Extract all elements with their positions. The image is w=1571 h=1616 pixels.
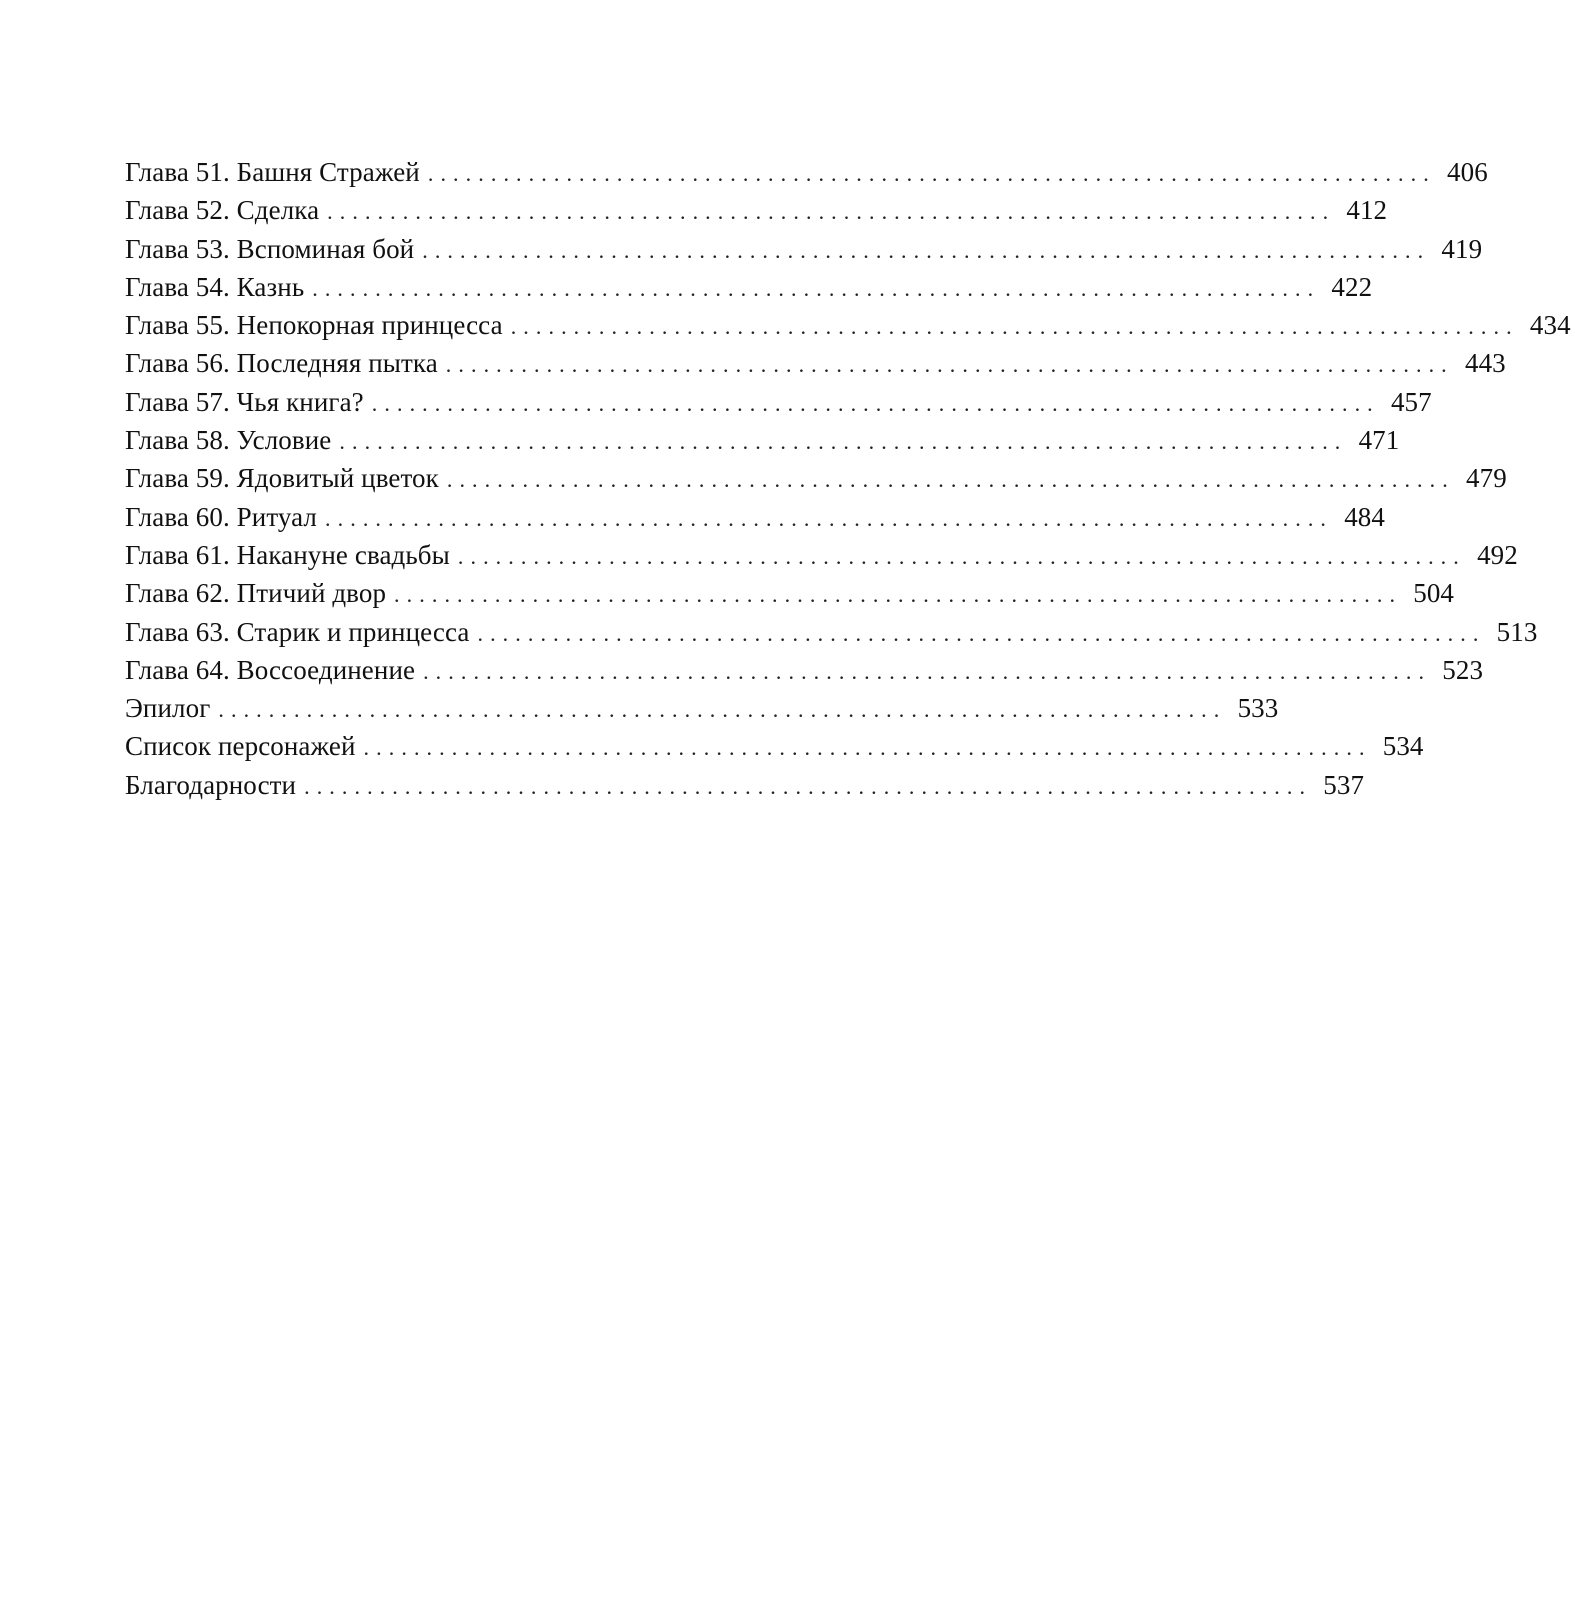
toc-entry <box>125 191 1388 229</box>
toc-entry-page-number: 533 <box>1237 693 1279 724</box>
toc-entry-title: Список персонажей <box>125 731 356 762</box>
toc-entry <box>125 459 1507 497</box>
toc-entry-page-number: 523 <box>1442 654 1484 685</box>
dot-leader: ................................................................................ <box>477 620 1486 646</box>
toc-entry-title: Благодарности <box>125 769 297 800</box>
toc-entry <box>125 344 1506 382</box>
toc-entry <box>125 498 1386 536</box>
toc-entry-title: Глава 57. Чья книга? <box>125 386 364 417</box>
dot-leader: ................................................................................ <box>327 199 1336 225</box>
toc-entry-page-number: 537 <box>1323 769 1365 800</box>
toc-entry-title: Глава 54. Казнь <box>125 271 305 302</box>
toc-entry-page-number: 504 <box>1413 578 1455 609</box>
dot-leader: ................................................................................ <box>422 237 1431 263</box>
toc-entry-page-number: 434 <box>1529 310 1571 341</box>
toc-entry-page-number: 443 <box>1464 348 1506 379</box>
dot-leader: ................................................................................ <box>423 658 1432 684</box>
toc-entry-page-number: 412 <box>1346 195 1388 226</box>
toc-entry-title: Глава 61. Накануне свадьбы <box>125 539 450 570</box>
toc-entry-page-number: 422 <box>1331 271 1373 302</box>
toc-entry-page-number: 513 <box>1496 616 1538 647</box>
toc-entry-title: Глава 64. Воссоединение <box>125 654 416 685</box>
toc-entry-title: Глава 59. Ядовитый цветок <box>125 463 439 494</box>
toc-entry-page-number: 406 <box>1447 157 1488 187</box>
dot-leader: ................................................................................ <box>510 314 1519 340</box>
toc-entry <box>125 574 1455 612</box>
toc-entry <box>125 383 1432 421</box>
toc-entry-page-number: 419 <box>1441 233 1483 264</box>
dot-leader: ................................................................................ <box>363 735 1372 761</box>
toc-entry <box>125 230 1483 268</box>
dot-leader: ................................................................................ <box>304 773 1313 799</box>
toc-entry-page-number: 457 <box>1390 386 1432 417</box>
toc-entry <box>125 306 1571 344</box>
toc-entry-title: Глава 51. Башня Стражей <box>125 157 420 187</box>
toc-entry-title: Глава 55. Непокорная принцесса <box>125 310 503 341</box>
toc-entry-title: Глава 63. Старик и принцесса <box>125 616 470 647</box>
dot-leader: ................................................................................ <box>312 275 1321 301</box>
toc-entry-title: Эпилог <box>125 693 211 724</box>
toc-entry-page-number: 492 <box>1477 539 1518 570</box>
dot-leader: ................................................................................ <box>394 582 1403 608</box>
toc-entry-page-number: 484 <box>1344 501 1386 532</box>
toc-entry <box>125 268 1373 306</box>
toc-entry-page-number: 534 <box>1382 731 1424 762</box>
dot-leader: ................................................................................ <box>371 390 1380 416</box>
dot-leader: ................................................................................ <box>218 697 1227 723</box>
toc-entry <box>125 766 1365 804</box>
toc-entry <box>125 613 1538 651</box>
toc-entry-title: Глава 53. Вспоминая бой <box>125 233 415 264</box>
toc-entry-title: Глава 58. Условие <box>125 425 332 456</box>
toc-entry <box>125 689 1279 727</box>
dot-leader: ................................................................................ <box>446 467 1455 493</box>
dot-leader: ................................................................................ <box>457 543 1466 569</box>
toc-entry <box>125 153 1488 191</box>
table-of-contents <box>125 153 1571 804</box>
dot-leader: ................................................................................ <box>445 352 1454 378</box>
toc-entry-title: Глава 52. Сделка <box>125 195 320 226</box>
toc-entry <box>125 651 1484 689</box>
toc-entry <box>125 536 1518 574</box>
toc-entry <box>125 727 1424 765</box>
dot-leader: ................................................................................ <box>325 505 1334 531</box>
toc-entry-title: Глава 56. Последняя пытка <box>125 348 438 379</box>
toc-entry-page-number: 479 <box>1466 463 1507 494</box>
toc-entry-page-number: 471 <box>1358 425 1400 456</box>
dot-leader: ................................................................................ <box>427 161 1436 186</box>
dot-leader: ................................................................................ <box>339 429 1348 455</box>
toc-entry-title: Глава 62. Птичий двор <box>125 578 387 609</box>
toc-entry-title: Глава 60. Ритуал <box>125 501 318 532</box>
toc-entry <box>125 421 1400 459</box>
